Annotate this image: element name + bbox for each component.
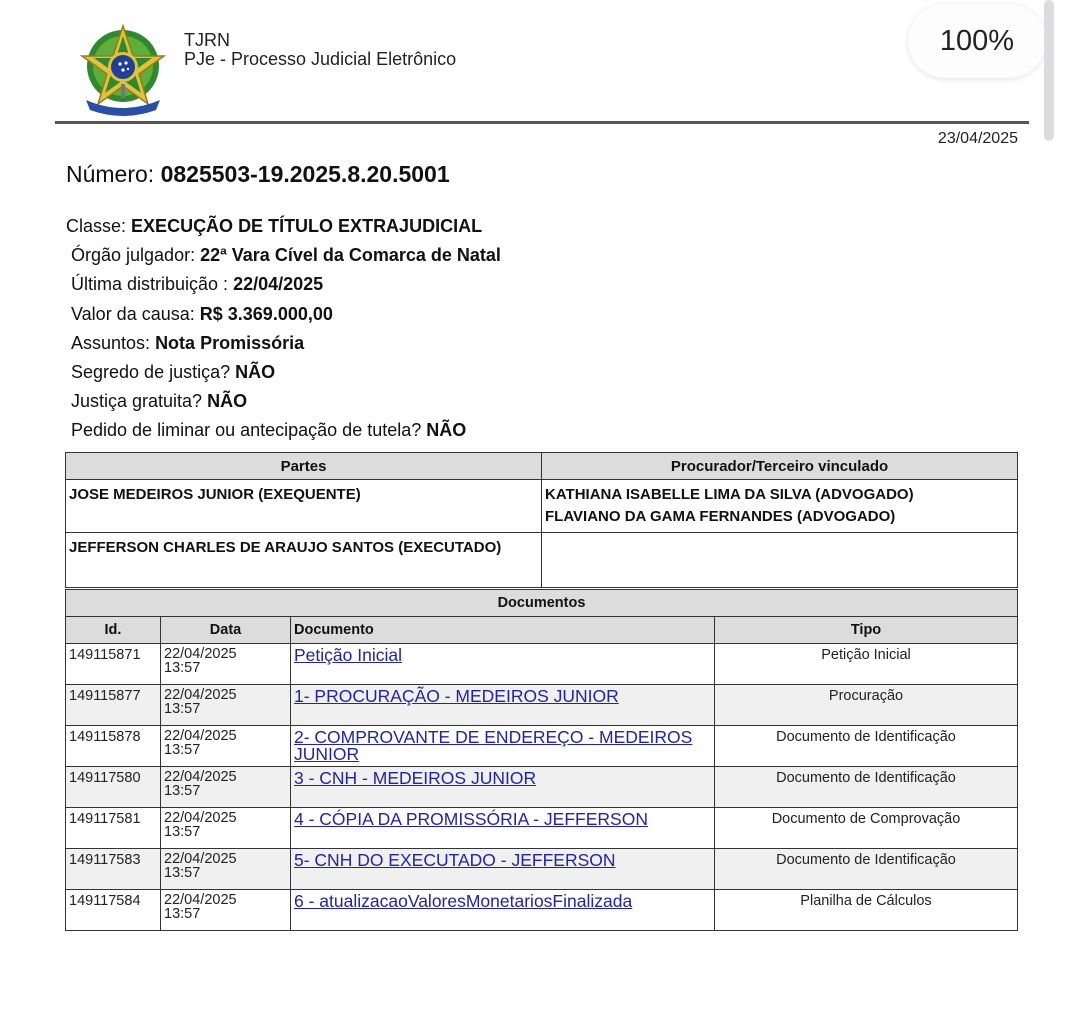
procurador-cell — [542, 480, 1018, 533]
process-number-label: Número: — [66, 161, 155, 187]
documentos-title: Documentos — [66, 590, 1018, 617]
procurador-name: KATHIANA ISABELLE LIMA DA SILVA (ADVOGADO) — [545, 486, 914, 503]
doc-link-cell — [291, 726, 715, 767]
table-row — [66, 849, 1018, 890]
header-divider — [55, 121, 1029, 124]
document-link[interactable]: 5- CNH DO EXECUTADO - JEFFERSON — [294, 850, 616, 870]
documentos-header-row — [66, 617, 1018, 644]
doc-id: 149115877 — [66, 685, 161, 726]
document-link[interactable]: 3 - CNH - MEDEIROS JUNIOR — [294, 768, 537, 788]
doc-tipo: Procuração — [715, 685, 1018, 726]
header-title-block — [184, 31, 456, 69]
doc-link-cell — [291, 644, 715, 685]
doc-tipo: Documento de Identificação — [715, 726, 1018, 767]
doc-date: 22/04/2025 — [164, 687, 237, 703]
vertical-scrollbar[interactable] — [1044, 0, 1054, 141]
table-row — [66, 767, 1018, 808]
field-value: Nota Promissória — [155, 332, 305, 353]
doc-tipo: Documento de Comprovação — [715, 808, 1018, 849]
header-id: Id. — [66, 617, 161, 644]
doc-id: 149115871 — [66, 644, 161, 685]
field-value: R$ 3.369.000,00 — [199, 303, 333, 324]
process-info — [66, 212, 501, 446]
field-label: Última distribuição : — [71, 274, 229, 295]
document-link[interactable]: 2- COMPROVANTE DE ENDEREÇO - MEDEIROS JUNIOR — [294, 727, 693, 764]
field-value: 22ª Vara Cível da Comarca de Natal — [200, 245, 501, 266]
doc-tipo: Documento de Identificação — [715, 849, 1018, 890]
doc-date: 22/04/2025 — [164, 892, 237, 908]
field-segredo-justica — [66, 358, 501, 387]
document-link[interactable]: 4 - CÓPIA DA PROMISSÓRIA - JEFFERSON — [294, 809, 648, 829]
doc-time: 13:57 — [164, 701, 201, 717]
doc-date: 22/04/2025 — [164, 646, 237, 662]
doc-date-cell — [161, 849, 291, 890]
field-value: NÃO — [235, 362, 276, 383]
field-justica-gratuita — [66, 387, 501, 416]
doc-date-cell — [161, 644, 291, 685]
table-row — [66, 685, 1018, 726]
doc-link-cell — [291, 890, 715, 931]
doc-date-cell — [161, 890, 291, 931]
field-label: Segredo de justiça? — [71, 362, 231, 383]
process-number — [66, 161, 450, 188]
doc-link-cell — [291, 685, 715, 726]
field-value: 22/04/2025 — [233, 274, 324, 295]
field-label: Assuntos: — [71, 332, 151, 353]
documentos-title-row — [66, 590, 1018, 617]
table-row — [66, 533, 1018, 588]
field-value: NÃO — [426, 420, 467, 441]
doc-time: 13:57 — [164, 783, 201, 799]
field-label: Valor da causa: — [71, 303, 195, 324]
field-label: Pedido de liminar ou antecipação de tutela? — [71, 420, 422, 441]
document-link[interactable]: 1- PROCURAÇÃO - MEDEIROS JUNIOR — [294, 686, 619, 706]
partes-table — [65, 452, 1018, 588]
doc-link-cell — [291, 767, 715, 808]
header-documento: Documento — [291, 617, 715, 644]
field-label: Órgão julgador: — [71, 245, 196, 266]
doc-id: 149117584 — [66, 890, 161, 931]
procurador-cell — [542, 533, 1018, 588]
header-data: Data — [161, 617, 291, 644]
parte-cell: JEFFERSON CHARLES DE ARAUJO SANTOS (EXECUTADO) — [66, 533, 542, 588]
field-assuntos — [66, 329, 501, 358]
doc-date-cell — [161, 808, 291, 849]
print-date: 23/04/2025 — [937, 130, 1018, 147]
header-tipo: Tipo — [715, 617, 1018, 644]
doc-date: 22/04/2025 — [164, 851, 237, 867]
doc-time: 13:57 — [164, 660, 201, 676]
field-label: Classe: — [66, 216, 127, 236]
doc-link-cell — [291, 808, 715, 849]
documentos-table — [65, 589, 1018, 931]
header-partes: Partes — [66, 453, 542, 480]
field-label: Justiça gratuita? — [71, 391, 203, 412]
table-row — [66, 480, 1018, 533]
doc-time: 13:57 — [164, 906, 201, 922]
doc-link-cell — [291, 849, 715, 890]
doc-time: 13:57 — [164, 865, 201, 881]
doc-tipo: Documento de Identificação — [715, 767, 1018, 808]
procurador-name: FLAVIANO DA GAMA FERNANDES (ADVOGADO) — [545, 508, 896, 525]
doc-time: 13:57 — [164, 742, 201, 758]
process-number-value: 0825503-19.2025.8.20.5001 — [160, 161, 450, 187]
doc-date-cell — [161, 726, 291, 767]
doc-date-cell — [161, 767, 291, 808]
doc-date: 22/04/2025 — [164, 769, 237, 785]
parte-cell: JOSE MEDEIROS JUNIOR (EXEQUENTE) — [66, 480, 542, 533]
document-link[interactable]: Petição Inicial — [294, 645, 402, 665]
table-row — [66, 808, 1018, 849]
doc-time: 13:57 — [164, 824, 201, 840]
partes-header-row — [66, 453, 1018, 480]
field-value: NÃO — [207, 391, 248, 412]
doc-date: 22/04/2025 — [164, 728, 237, 744]
field-valor-causa — [66, 300, 501, 329]
table-row — [66, 726, 1018, 767]
doc-id: 149117583 — [66, 849, 161, 890]
table-row — [66, 644, 1018, 685]
doc-id: 149117581 — [66, 808, 161, 849]
field-ultima-distribuicao — [66, 270, 501, 299]
doc-date: 22/04/2025 — [164, 810, 237, 826]
table-row — [66, 890, 1018, 931]
zoom-level-indicator[interactable]: 100% — [908, 4, 1046, 78]
system-name: PJe - Processo Judicial Eletrônico — [184, 49, 457, 69]
field-pedido-liminar — [66, 416, 501, 445]
doc-id: 149115878 — [66, 726, 161, 767]
brazil-coat-of-arms-icon — [76, 22, 170, 118]
doc-tipo: Petição Inicial — [715, 644, 1018, 685]
doc-tipo: Planilha de Cálculos — [715, 890, 1018, 931]
document-link[interactable]: 6 - atualizacaoValoresMonetariosFinalizada — [294, 891, 633, 911]
header-procurador: Procurador/Terceiro vinculado — [542, 453, 1018, 480]
doc-id: 149117580 — [66, 767, 161, 808]
field-classe — [66, 212, 501, 241]
field-orgao-julgador — [66, 241, 501, 270]
doc-date-cell — [161, 685, 291, 726]
field-value: EXECUÇÃO DE TÍTULO EXTRAJUDICIAL — [131, 216, 483, 236]
court-name: TJRN — [184, 30, 230, 50]
